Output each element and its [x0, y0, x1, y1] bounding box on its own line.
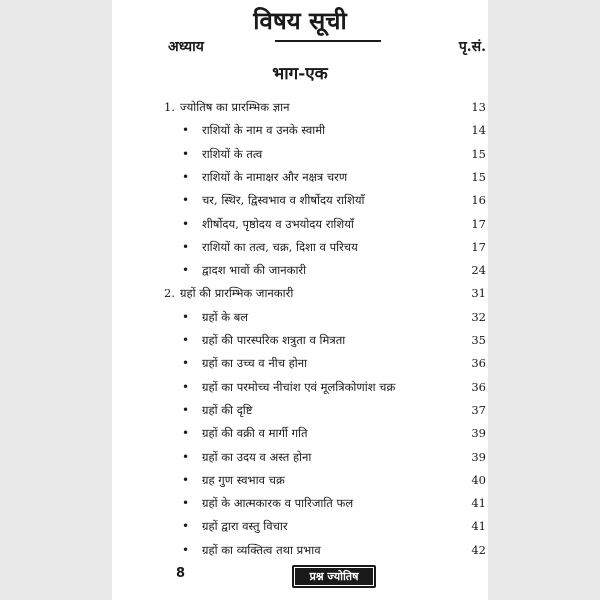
footer-page-number: 8 — [176, 566, 186, 581]
toc-row — [112, 214, 488, 234]
toc-row — [112, 423, 488, 443]
toc-row — [112, 167, 488, 187]
toc-entry-title: ग्रहों का उदय व अस्त होना — [202, 449, 312, 464]
toc-entry-page: 17 — [471, 216, 486, 231]
bullet-icon: • — [182, 356, 190, 371]
toc-entry-page: 39 — [471, 449, 486, 464]
toc-entry-page: 41 — [471, 519, 486, 534]
toc-row — [112, 400, 488, 420]
toc-entry-page: 15 — [471, 169, 486, 184]
part-heading: भाग-एक — [272, 64, 328, 84]
page-title: विषय सूची — [253, 6, 347, 35]
chapter-column-header: अध्याय — [168, 39, 204, 55]
toc-row — [112, 470, 488, 490]
toc-entry-page: 17 — [471, 239, 486, 254]
bullet-icon: • — [182, 146, 190, 161]
bullet-icon: • — [182, 169, 190, 184]
bullet-icon: • — [182, 496, 190, 511]
toc-entry-page: 36 — [471, 379, 486, 394]
toc-entry-page: 40 — [471, 472, 486, 487]
bullet-icon: • — [182, 309, 190, 324]
toc-entry-page: 42 — [471, 542, 486, 557]
title-underline — [275, 40, 381, 42]
toc-entry-title: ग्रहों की पारस्परिक शत्रुता व मित्रता — [202, 333, 346, 347]
page-number-column-header: पृ.सं. — [458, 39, 486, 55]
toc-entry-title: ग्रहों का परमोच्च नीचांश एवं मूलत्रिकोणांश चक्र — [202, 379, 396, 394]
toc-entry-page: 13 — [471, 100, 486, 114]
toc-row — [112, 516, 488, 536]
toc-entry-title: ग्रहों द्वारा वस्तु विचार — [202, 519, 288, 534]
toc-entry-page: 16 — [471, 193, 486, 208]
toc-row — [112, 260, 488, 280]
toc-entry-page: 37 — [471, 402, 486, 417]
toc-row — [112, 540, 488, 560]
toc-row — [112, 447, 488, 467]
bullet-icon: • — [182, 542, 190, 557]
toc-entry-page: 15 — [471, 146, 486, 161]
toc-entry-page: 14 — [471, 123, 486, 138]
toc-entry-page: 35 — [471, 333, 486, 347]
chapter-number: 2. — [164, 286, 175, 301]
toc-row — [112, 190, 488, 210]
toc-row — [112, 237, 488, 257]
toc-entry-page: 31 — [471, 286, 486, 301]
toc-entry-title: चर, स्थिर, द्विस्वभाव व शीर्षोदय राशियाँ — [202, 193, 365, 208]
toc-row — [112, 377, 488, 397]
bullet-icon: • — [182, 379, 190, 394]
toc-entry-title: ग्रहों का उच्च व नीच होना — [202, 356, 308, 371]
toc-entry-title: ग्रहों का व्यक्तित्व तथा प्रभाव — [202, 542, 321, 557]
toc-entry-page: 32 — [471, 309, 486, 324]
toc-row — [112, 493, 488, 513]
bullet-icon: • — [182, 472, 190, 487]
bullet-icon: • — [182, 402, 190, 417]
chapter-number: 1. — [164, 100, 175, 114]
bullet-icon: • — [182, 216, 190, 231]
bullet-icon: • — [182, 449, 190, 464]
toc-row — [112, 330, 488, 350]
toc-chapter-row — [112, 283, 488, 303]
toc-entry-title: ग्रह गुण स्वभाव चक्र — [202, 472, 285, 487]
toc-entry-title: ग्रहों की प्रारम्भिक जानकारी — [180, 286, 294, 301]
bullet-icon: • — [182, 426, 190, 441]
toc-entry-title: ग्रहों की दृष्टि — [202, 402, 253, 417]
footer-book-title: प्रश्न ज्योतिष — [292, 565, 376, 588]
bullet-icon: • — [182, 519, 190, 534]
bullet-icon: • — [182, 263, 190, 278]
toc-row — [112, 307, 488, 327]
book-page — [112, 0, 488, 600]
bullet-icon: • — [182, 123, 190, 138]
toc-row — [112, 144, 488, 164]
toc-entry-title: राशियों के नामाक्षर और नक्षत्र चरण — [202, 169, 348, 184]
toc-entry-title: ज्योतिष का प्रारम्भिक ज्ञान — [180, 100, 290, 114]
toc-entry-title: ग्रहों के आत्मकारक व पारिजाति फल — [202, 496, 354, 511]
bullet-icon: • — [182, 239, 190, 254]
toc-entry-page: 41 — [471, 496, 486, 511]
toc-entry-title: ग्रहों के बल — [202, 309, 249, 324]
toc-chapter-row — [112, 97, 488, 117]
toc-row — [112, 120, 488, 140]
toc-entry-page: 36 — [471, 356, 486, 371]
bullet-icon: • — [182, 333, 190, 347]
toc-row — [112, 353, 488, 373]
bullet-icon: • — [182, 193, 190, 208]
toc-entry-page: 39 — [471, 426, 486, 441]
toc-entry-title: शीर्षोदय, पृष्ठोदय व उभयोदय राशियाँ — [202, 216, 354, 231]
toc-entry-page: 24 — [471, 263, 486, 278]
toc-entry-title: ग्रहों की वक्री व मार्गी गति — [202, 426, 308, 441]
toc-entry-title: राशियों का तत्व, चक्र, दिशा व परिचय — [202, 239, 358, 254]
toc-entry-title: राशियों के तत्व — [202, 146, 263, 161]
toc-entry-title: द्वादश भावों की जानकारी — [202, 263, 307, 278]
toc-entry-title: राशियों के नाम व उनके स्वामी — [202, 123, 326, 138]
